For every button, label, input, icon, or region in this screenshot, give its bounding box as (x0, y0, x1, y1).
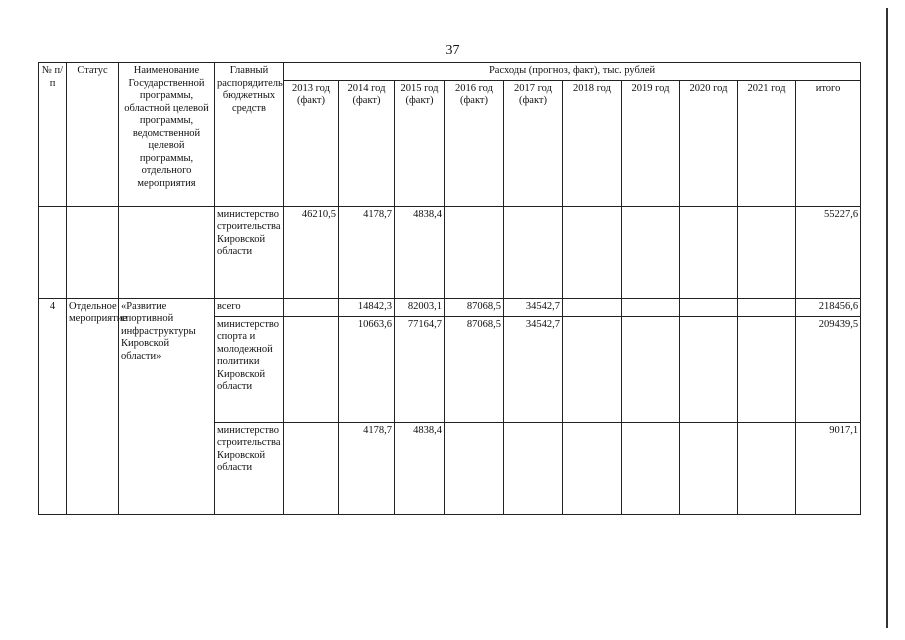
header-total: итого (796, 80, 861, 206)
cell-name (119, 206, 215, 298)
header-year: 2015 год (факт) (395, 80, 445, 206)
cell-value (622, 316, 680, 422)
cell-value: 46210,5 (284, 206, 339, 298)
cell-value (504, 206, 563, 298)
cell-total: 55227,6 (796, 206, 861, 298)
cell-value (563, 316, 622, 422)
cell-value (445, 206, 504, 298)
budget-table (38, 62, 861, 515)
header-status: Статус (67, 63, 119, 207)
cell-no: 4 (39, 298, 67, 514)
cell-value: 82003,1 (395, 298, 445, 316)
cell-value: 10663,6 (339, 316, 395, 422)
header-row-main (39, 63, 861, 81)
cell-value: 87068,5 (445, 298, 504, 316)
cell-value (563, 298, 622, 316)
header-year: 2020 год (680, 80, 738, 206)
cell-manager: министерство спорта и молодежной политики Кировской области (215, 316, 284, 422)
cell-manager: министерство строительства Кировской области (215, 422, 284, 514)
cell-value (284, 316, 339, 422)
header-year: 2017 год (факт) (504, 80, 563, 206)
cell-value (680, 422, 738, 514)
cell-value (680, 298, 738, 316)
cell-value (563, 422, 622, 514)
cell-value: 14842,3 (339, 298, 395, 316)
header-year: 2018 год (563, 80, 622, 206)
header-year: 2016 год (факт) (445, 80, 504, 206)
table-row (39, 206, 861, 298)
header-manager: Главный распорядитель бюджетных средств (215, 63, 284, 207)
header-no: № п/п (39, 63, 67, 207)
cell-value (680, 316, 738, 422)
cell-value (738, 422, 796, 514)
cell-value: 4838,4 (395, 422, 445, 514)
cell-value (738, 206, 796, 298)
cell-value (504, 422, 563, 514)
cell-value (445, 422, 504, 514)
cell-value (622, 422, 680, 514)
cell-value (738, 316, 796, 422)
table-row (39, 298, 861, 316)
header-expenses: Расходы (прогноз, факт), тыс. рублей (284, 63, 861, 81)
header-year: 2014 год (факт) (339, 80, 395, 206)
header-year: 2021 год (738, 80, 796, 206)
header-year: 2013 год (факт) (284, 80, 339, 206)
scan-edge-line (886, 8, 888, 628)
cell-status (67, 206, 119, 298)
cell-value (563, 206, 622, 298)
header-name: Наименование Государственной программы, областной целевой программы, ведомственной целевой программы, отдельного мероприятия (119, 63, 215, 207)
cell-value: 4838,4 (395, 206, 445, 298)
cell-total: 9017,1 (796, 422, 861, 514)
cell-value (284, 422, 339, 514)
cell-value: 87068,5 (445, 316, 504, 422)
cell-value: 77164,7 (395, 316, 445, 422)
cell-name: «Развитие спортивной инфраструктуры Кировской области» (119, 298, 215, 514)
cell-value (622, 298, 680, 316)
cell-value (738, 298, 796, 316)
cell-value (284, 298, 339, 316)
cell-value: 34542,7 (504, 298, 563, 316)
cell-value (622, 206, 680, 298)
cell-value: 4178,7 (339, 422, 395, 514)
cell-no (39, 206, 67, 298)
cell-value: 34542,7 (504, 316, 563, 422)
cell-status: Отдельное мероприятие (67, 298, 119, 514)
page-number: 37 (445, 43, 460, 58)
cell-value (680, 206, 738, 298)
cell-manager: министерство строительства Кировской области (215, 206, 284, 298)
cell-total: 218456,6 (796, 298, 861, 316)
header-year: 2019 год (622, 80, 680, 206)
cell-manager: всего (215, 298, 284, 316)
cell-value: 4178,7 (339, 206, 395, 298)
cell-total: 209439,5 (796, 316, 861, 422)
